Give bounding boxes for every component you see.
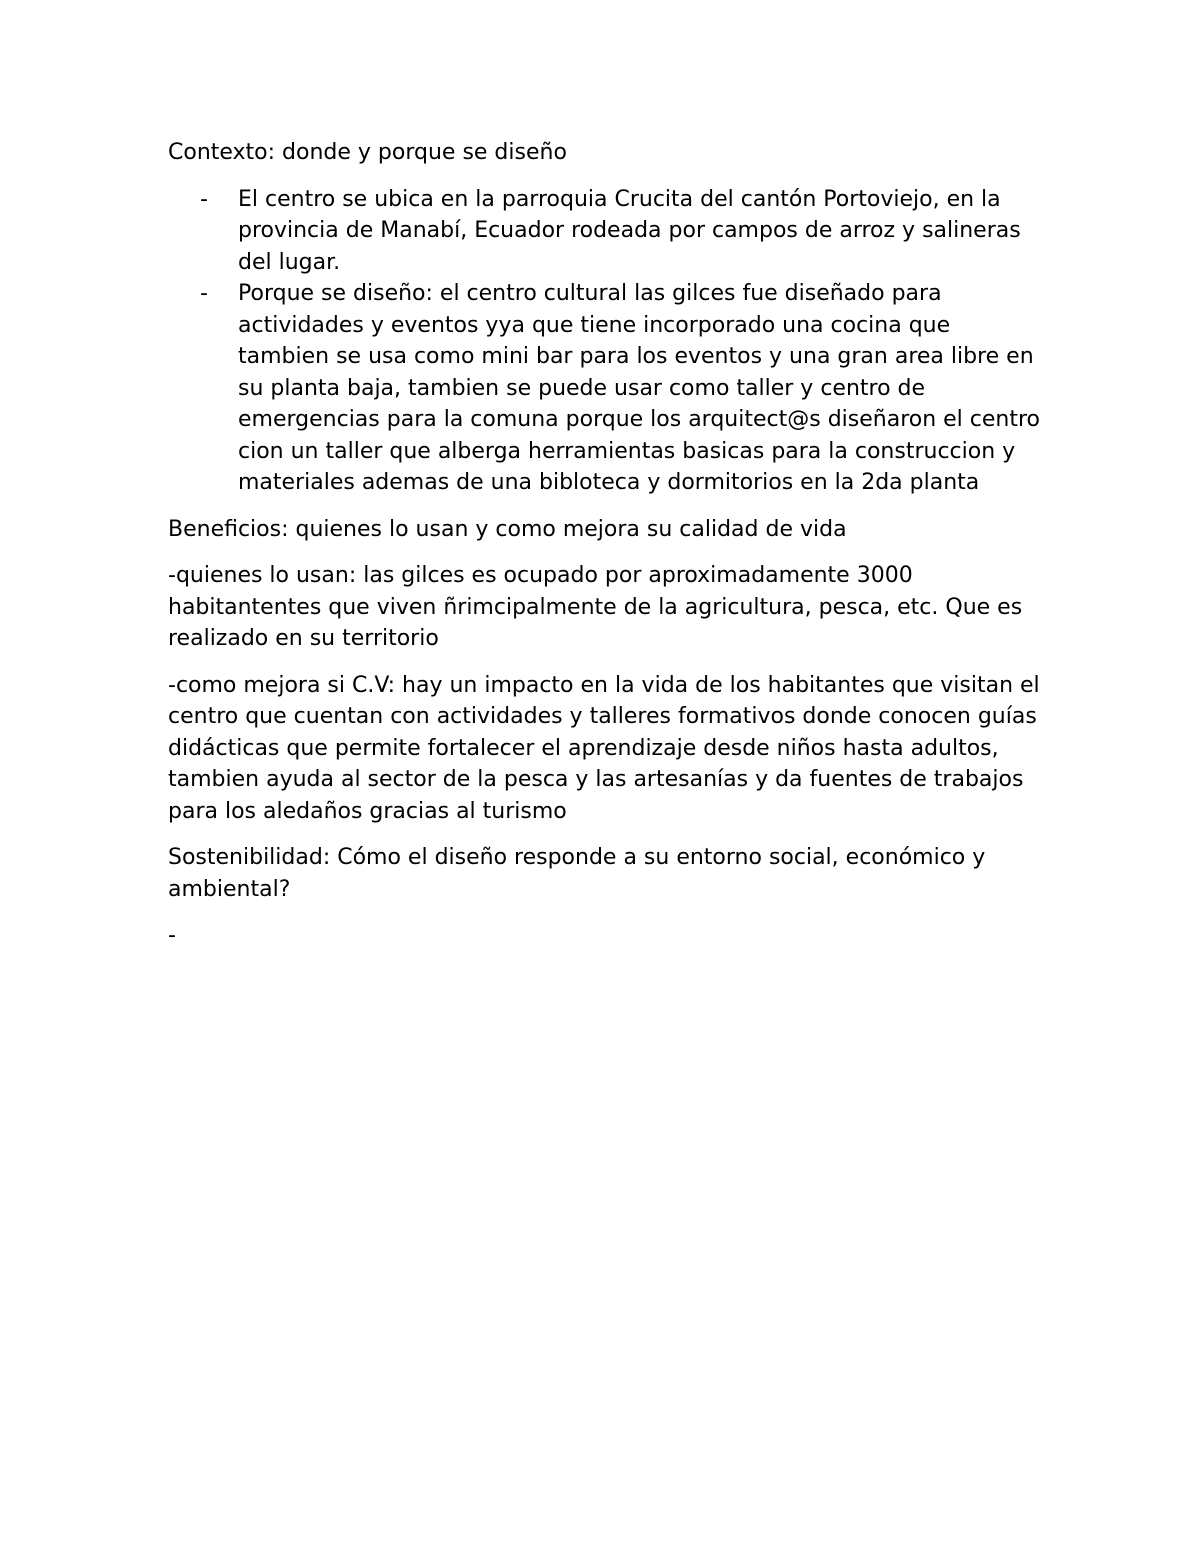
heading-sostenibilidad: Sostenibilidad: Cómo el diseño responde a su entorno social, económico y ambiental? <box>168 845 986 902</box>
paragraph-como-mejora: -como mejora si C.V: hay un impacto en la vida de los habitantes que visitan el centro que cuentan con actividades y talleres formativos donde conocen guías didácticas que permite fortalecer el aprendizaje desde niños hasta adultos, tambien ayuda al sector de la pesca y las artesanías y da fuentes de trabajos para los aledaños gracias al turismo <box>168 672 1040 824</box>
heading-beneficios: Beneficios: quienes lo usan y como mejora su calidad de vida <box>168 516 847 542</box>
paragraph-quienes-lo-usan: -quienes lo usan: las gilces es ocupado por aproximadamente 3000 habitantentes que viven ñrimcipalmente de la agricultura, pesca, etc. Que es realizado en su territorio <box>168 563 1023 651</box>
list-item <box>168 278 1048 499</box>
bullet-dash: - <box>200 281 208 306</box>
list-item <box>168 184 1048 279</box>
bullet-dash: - <box>200 186 208 212</box>
context-item-diseno: Porque se diseño: el centro cultural las gilces fue diseñado para actividades y eventos yya que tiene incorporado una cocina que tambien se usa como mini bar para los eventos y una gran area libre en su planta baja, tambien se puede usar como taller y centro de emergencias para la comuna porque los arquitect@s diseñaron el centro cion un taller que alberga herramientas basicas para la construccion y materiales ademas de una bibloteca y dormitorios en la 2da planta <box>238 281 1041 495</box>
context-item-ubicacion: El centro se ubica en la parroquia Crucita del cantón Portoviejo, en la provincia de Manabí, Ecuador rodeada por campos de arroz y salineras del lugar. <box>238 186 1021 275</box>
trailing-dash: - <box>168 923 176 948</box>
heading-contexto: Contexto: donde y porque se diseño <box>168 140 567 165</box>
context-list <box>168 184 1048 499</box>
document-body <box>168 137 1048 967</box>
